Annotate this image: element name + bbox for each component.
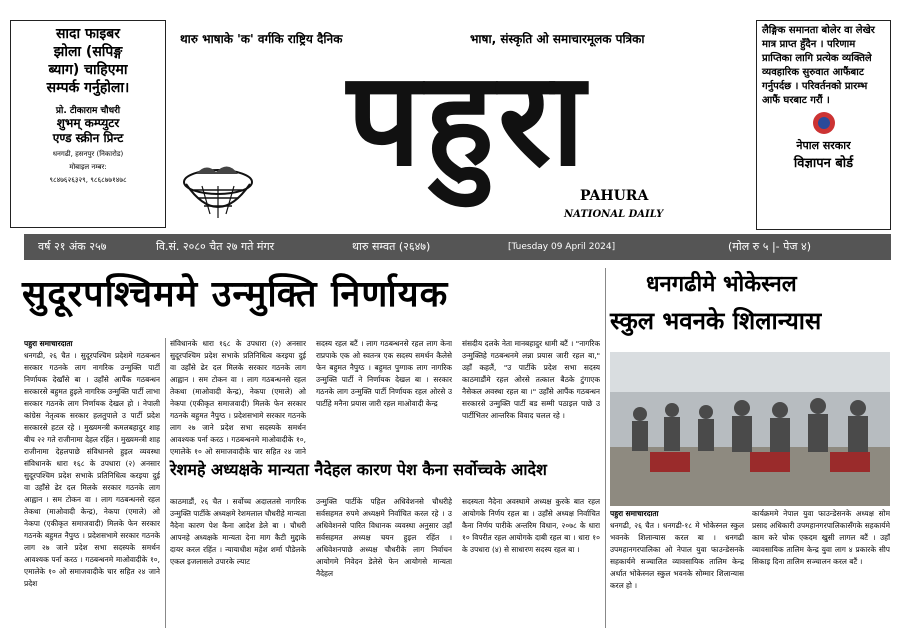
right-story-text: धनगढी, २६ चैत । धनगढी-१८ मे भोकेस्नल स्कुल भवनके शिलान्यास करल बा । धनगढी उपमहानगरपालिका ओ नेपाल युवा फाउन्डेसनके सहकार्यमे सञ्चालित व्यावसायिक तालिम केन्द्र अर्थात भोकेस्नल स्कुल भवनके सोम्मार शिलान्यास करल हो । [610, 521, 744, 590]
left-ad-phones: ९८४७६२६३२९, ९८६८७७१४७८ [49, 176, 127, 184]
dateline-bar [24, 234, 891, 260]
left-ad-address: धनगढी, हसनपुर (निकारोड) [52, 150, 124, 158]
basket-logo-icon [176, 160, 260, 228]
right-ad-text: लैङ्गिक समानता बोलेर वा लेखेर मात्र प्राप्त हुँदैन । परिणाम प्राप्तिका लागि प्रत्येक व्यक्तिले व्यवहारिक सुरुवात आफैंबाट गर्नुपर्दछ । परिवर्तनको प्रारम्भ आफैं घरबाट गरौं । [762, 25, 875, 106]
main-story-text: संविधानके धारा १६८ के उपधारा (२) अनसार सुदूरपश्चिम प्रदेश सभाके प्रतिनिधित्व करइया दुई वा उहाँसे ढेर दल मिलके सरकार गठनके लाग आह्वान । सम टोकन वा । लाग गठबन्धनसे रहल तेकथा (माओवादी केन्द्र), नेकपा (एमाले) ओ नेकपा (एकीकृत समाजवादी) मिलके फेन सरकार गठनके बहुमत नैपुग्ठ । प्रदेशसभामे सरकार गठनके लाग २७ जाने प्रदेश सभा सदस्यके समर्थन आवश्यक पर्ना करठ । गठबन्धनमे माओवादीके १०, एमालेके १० ओ समाजवादीके चार सहित २४ जाने प्रदेश [24, 459, 160, 588]
year-issue: वर्ष २१ अंक २५७ [38, 240, 107, 253]
column-divider [605, 268, 606, 628]
left-ad-name: प्रो. टीकाराम चौधरी [55, 106, 121, 116]
masthead-tagline-left: थारु भाषाके 'क' वर्गकि राष्ट्रिय दैनिक [180, 32, 343, 46]
right-headline-line1: धनगढीमे भोकेस्नल [646, 272, 797, 297]
right-ad-gov: नेपाल सरकार [796, 139, 851, 152]
right-headline-line2: स्कुल भवनके शिलान्यास [610, 307, 822, 335]
left-ad-mobile-label: मोबाइल नम्बर: [69, 163, 107, 171]
left-ad-line: सम्पर्क गर्नुहोला। [46, 80, 130, 96]
column-divider [165, 338, 166, 628]
right-story-col1 [610, 508, 744, 628]
left-ad-shop: शुभम् कम्प्युटर [56, 116, 120, 130]
second-story-col2 [316, 496, 452, 628]
masthead-subtitle-en: NATIONAL DAILY [564, 209, 664, 220]
nepal-emblem-icon [804, 110, 844, 136]
main-story-text: संविधानके धारा १६८ के उपधारा (२) अनसार सुदूरपश्चिम प्रदेश सभाके प्रतिनिधित्व करइया दुई वा उहाँसे ढेर दल मिलके सरकार गठनके लाग आह्वान । सम टोकन वा । लाग गठबन्धनसे रहल तेकथा (माओवादी केन्द्र), नेकपा (एमाले) ओ नेकपा (एकीकृत समाजवादी) मिलके फेन सरकार गठनके बहुमत नैपुग्ठ । प्रदेशसभामे सरकार गठनके लाग २७ जाने प्रदेश सभा सदस्यके समर्थन आवश्यक पर्ना करठ । गठबन्धनमे माओवादीके १०, एमालेके १० ओ समाजवादीके चार सहित २४ जाने [170, 339, 306, 456]
masthead-title: पहुरा [347, 42, 589, 195]
second-story-text: सदस्यता नैदेना अवस्थामे अध्यक्ष कुरके बात रहल आयोगके निर्णय रहल बा । उहाँसे अध्यक्ष निर्वाचित कैना निर्णय पारीके अन्तरिम विधान, २०७८ के धारा १० विपरीत रहल आयोगके दाबी रहल बा । धारा १० के उपधारा (४) से साधारण सदस्य रहल बा । [462, 497, 600, 554]
tharu-year: थारु सम्वत (२६४७) [352, 240, 431, 253]
left-advertisement [10, 20, 166, 228]
right-ad-board: विज्ञापन बोर्ड [793, 156, 854, 171]
right-story-text: कार्यक्रममे नेपाल युवा फाउन्डेसनके अध्यक्ष सोम प्रसाद अधिकारी उपमहानगरपालिकासँगके सहकार्यमे काम करे चोक एकदम खुसी लागल बटैं । उहाँ व्यावसायिक तालिम केन्द्र युवा लाग ४ प्रकारके सीप सिकाइ दिना तालिम सञ्चालन करल बटैं । [752, 509, 890, 566]
main-story-col3 [316, 338, 452, 456]
main-story-col1 [24, 338, 160, 458]
main-story-col2 [170, 338, 306, 456]
main-story-col4 [462, 338, 600, 456]
main-story-byline: पहुरा समाचारदाता [24, 339, 73, 348]
masthead-title-en: PAHURA [580, 188, 649, 204]
main-story-col1b [24, 458, 160, 628]
main-story-text: धनगढी, २६ चैत । सुदूरपश्चिम प्रदेशमे गठबन्धन सरकार गठनके लाग नागरिक उन्मुक्ति पार्टी निर्णायक देखाँसे बा । उहाँसे आपैंक गठबन्धन सरकारसे बहुमत हुइले नागरिक उन्मुक्ति पार्टी लाभा सरकार गठनके लाग निर्णायक देखल हो । नेपाली कांग्रेस नेतृत्वक सरकार हलतुपाले उ पार्टी प्रदेश सरकारसे हटल रहे । मुख्यमन्त्री कमलबहादुर शाह बीच २२ गते राजीनामा देहल रहिंत । मुख्यमन्त्री शाह राजीनामा देहलपाछे संविधानसे हुइल व्यवस्था [24, 351, 160, 456]
second-story-col1 [170, 496, 306, 628]
second-headline: रेशमहे अध्यक्षके मान्यता नैदेहल कारण पेश कैना सर्वोच्चके आदेश [170, 460, 547, 479]
second-story-text: काठमाडौं, २६ चैत । सर्वोच्च अदालतसे नागरिक उन्मुक्ति पार्टीके अध्यक्षमे रेशमलाल चौधरीहे मान्यता नैदेना कारण पेश कैना आदेश डेले बा । चौधरी आपनहे अध्यक्षके मान्यता देना माग कैटी मुद्दाके दायर करल रहिंत । न्यायाधीश महेश शर्मा पौडेलके एकल इजलासले उपारके ल्याट [170, 497, 306, 566]
date-english: [Tuesday 09 April 2024] [508, 242, 616, 252]
date-nepali: वि.सं. २०८० चैत २७ गते मंगर [156, 240, 275, 253]
right-story-col2 [752, 508, 890, 628]
left-ad-line: ब्याग) चाहिएमा [48, 62, 128, 78]
main-story-text: सदस्य रहल बटैं । लाग गठबन्धनसे रहल लाग केना राप्रपाके एक ओ स्वतन्त्र एक सदस्य समर्थन कैलेसे फेन बहुमत नैपुग्ठ । बहुमत पुग्गाक लाग नागरिक उन्मुक्ति पार्टी ने निर्णायक देखल बा । सरकार गठनके लाग उन्मुक्ति पार्टी निर्णायक रहल ओरसे उ पार्टीहे मनैना प्रयास जारी रहल माओवादी केन्द्र [316, 339, 452, 408]
left-ad-line: सादा फाइबर [55, 26, 121, 42]
price-page: (मोल रु ५ |- पेज ४) [728, 240, 812, 253]
left-ad-shop: एण्ड स्क्रीन प्रिन्ट [52, 131, 124, 145]
left-ad-line: झोला (सपिङ्ग [53, 44, 123, 60]
event-photo [610, 352, 890, 506]
second-story-text: उन्मुक्ति पार्टीके पहिल अधिवेशनसे चौधरीहे सर्वसहमत रुपमे अध्यक्षमे निर्वाचित करल रहे । उ अधिवेशनसे पारित विधानक व्यवस्था अनुसार उहाँ सर्वसहमत अध्यक्ष चयन हुइल रहिंत । अधिवेशनपाछे अध्यक्ष चौधरीके लाग निर्वाचन आयोगमे निवेदन डेलेसे फेन आयोगसे मान्यता नैदेहल [316, 497, 452, 578]
right-advertisement [756, 20, 891, 230]
right-story-byline: पहुरा समाचारदाता [610, 509, 659, 518]
main-headline: सुदूरपश्चिममे उन्मुक्ति निर्णायक [22, 274, 449, 315]
main-story-text: संसदीय दलके नेता मानबहादुर धामी बटैं । "नागरिक उन्मुक्तिहे गठबन्धनमे लन्ना प्रयास जारी रहल बा," उहाँ कहलैं, "उ पार्टीके प्रदेश सभा सदस्य काठमाडौंमे रहल ओरसे तत्काल बैठके टुंगाएक नैसेकल अवस्था रहल बा ।" उहाँसे आपैंक गठबन्धन सरकारसे उन्मुक्ति पार्टी बड सम्मी पठाइल पाछे उ पार्टीभितर आन्तरिक विवाद चलल रहे । [462, 339, 600, 420]
masthead-tagline-right: भाषा, संस्कृति ओ समाचारमूलक पत्रिका [470, 32, 645, 46]
second-story-col3 [462, 496, 600, 628]
